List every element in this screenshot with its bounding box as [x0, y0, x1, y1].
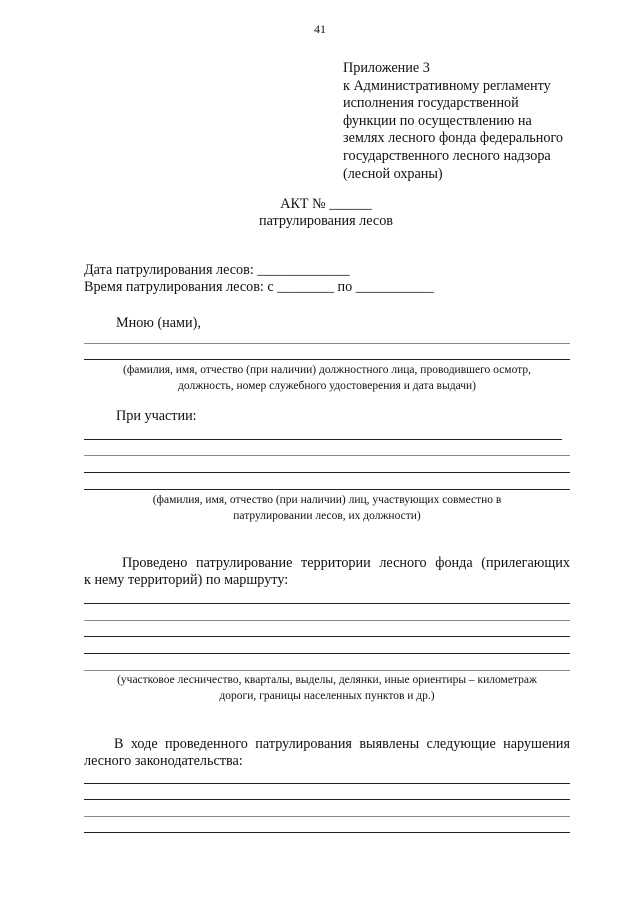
caption-route: (участковое лесничество, кварталы, выделы, делянки, иные ориентиры – километраж дороги, границы населенных пунктов и др.)	[117, 674, 537, 702]
fill-line	[84, 620, 570, 621]
appendix-line: землях лесного фонда федерального	[343, 130, 564, 147]
fill-line	[84, 472, 570, 473]
route-text-line2: к нему территорий) по маршруту:	[84, 572, 289, 588]
appendix-line: к Административному регламенту	[343, 77, 551, 94]
time-field: Время патрулирования лесов: с ________ по ___________	[84, 279, 434, 295]
fill-line	[84, 439, 562, 440]
page-number: 41	[314, 22, 326, 36]
appendix-line: государственного лесного надзора	[343, 147, 551, 164]
fill-line	[84, 832, 570, 833]
fill-line	[84, 816, 570, 817]
fill-line	[84, 343, 570, 344]
date-field: Дата патрулирования лесов: _____________	[84, 262, 350, 278]
fill-line	[84, 636, 570, 637]
fill-line	[84, 653, 570, 654]
caption-participants: (фамилия, имя, отчество (при наличии) лиц, участвующих совместно в патрулировании лесов, их должности)	[152, 494, 502, 522]
appendix-line: (лесной охраны)	[343, 165, 443, 182]
appendix-block	[343, 60, 563, 183]
fill-line	[84, 670, 570, 671]
violations-text-line2: лесного законодательства:	[84, 753, 243, 769]
participation-label: При участии:	[116, 408, 197, 424]
route-text-line1: Проведено патрулирование территории лесного фонда (прилегающих	[122, 555, 570, 571]
appendix-line: Приложение 3	[343, 60, 430, 76]
fill-line	[84, 489, 570, 490]
appendix-line: исполнения государственной	[343, 95, 519, 112]
fill-line	[84, 359, 570, 360]
fill-line	[84, 455, 570, 456]
by-me-label: Мною (нами),	[116, 315, 201, 331]
fill-line	[84, 603, 570, 604]
appendix-line: функции по осуществлению на	[343, 112, 532, 129]
fill-line	[84, 783, 570, 784]
caption-official: (фамилия, имя, отчество (при наличии) должностного лица, проводившего осмотр, должность, номер служебного удостоверения и дата выдачи)	[123, 364, 531, 392]
act-subtitle: патрулирования лесов	[258, 213, 394, 229]
act-title: АКТ № ______	[280, 196, 372, 212]
fill-line	[84, 799, 570, 800]
violations-text-line1: В ходе проведенного патрулирования выявлены следующие нарушения	[114, 736, 570, 752]
